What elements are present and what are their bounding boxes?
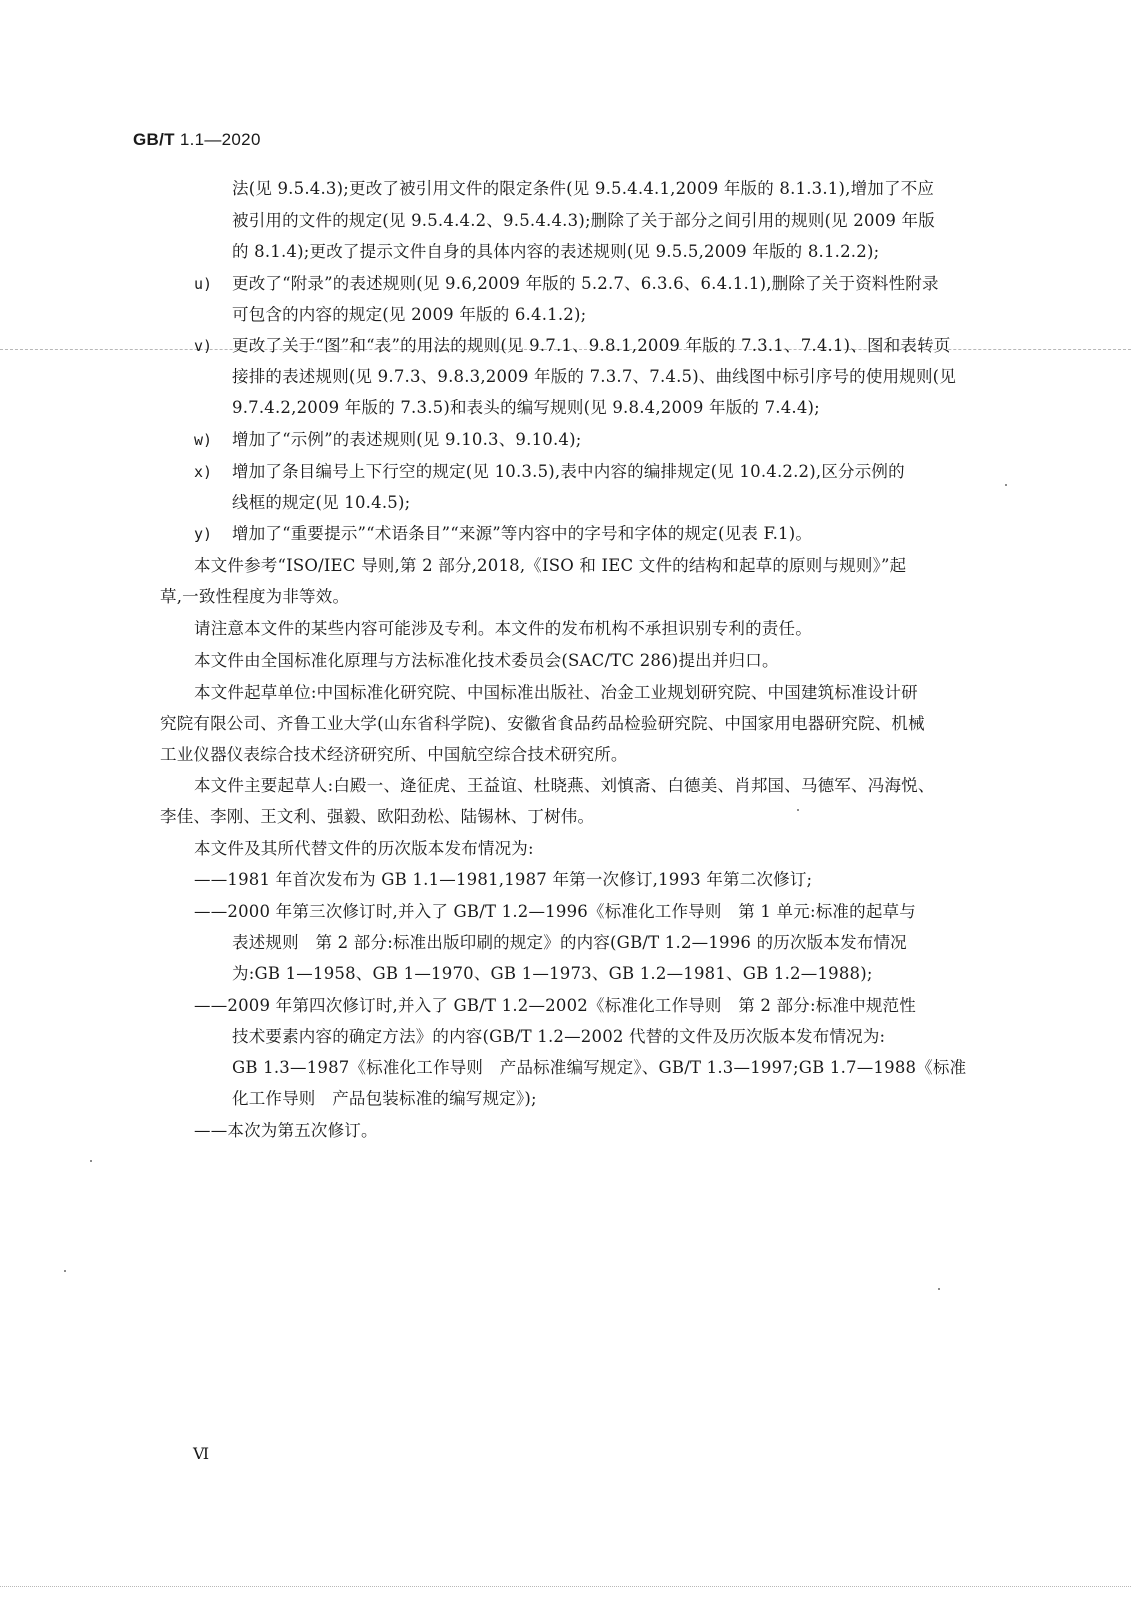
paragraph-line: 本文件由全国标准化原理与方法标准化技术委员会(SAC/TC 286)提出并归口。: [194, 651, 779, 670]
scan-speck: [938, 1288, 940, 1290]
scan-speck: [797, 809, 799, 811]
list-continuation-line: 法(见 9.5.4.3);更改了被引用文件的限定条件(见 9.5.4.4.1,2009 年版的 8.1.3.1),增加了不应: [232, 179, 935, 198]
list-item-label-u: u): [194, 275, 213, 293]
list-continuation-line: 被引用的文件的规定(见 9.5.4.4.2、9.5.4.4.3);删除了关于部分之间引用的规则(见 2009 年版: [232, 211, 935, 230]
paragraph-line: 本文件起草单位:中国标准化研究院、中国标准出版社、冶金工业规划研究院、中国建筑标准设计研: [194, 683, 918, 702]
list-item-label-v: v): [194, 337, 213, 355]
paragraph-line: 本文件参考“ISO/IEC 导则,第 2 部分,2018,《ISO 和 IEC 文件的结构和起草的原则与规则》”起: [194, 556, 907, 575]
paragraph-line: 请注意本文件的某些内容可能涉及专利。本文件的发布机构不承担识别专利的责任。: [194, 619, 812, 638]
paragraph-line: 工业仪器仪表综合技术经济研究所、中国航空综合技术研究所。: [160, 745, 628, 764]
history-entry-line: ——2000 年第三次修订时,并入了 GB/T 1.2—1996《标准化工作导则 第 1 单元:标准的起草与: [194, 902, 916, 921]
scan-speck: [64, 1270, 66, 1272]
list-item-line: 线框的规定(见 10.4.5);: [232, 493, 411, 512]
document-code-number: 1.1—2020: [179, 130, 261, 149]
history-entry-line: 化工作导则 产品包装标准的编写规定》);: [232, 1089, 537, 1108]
list-item-label-w: w): [194, 431, 213, 449]
history-entry-line: ——2009 年第四次修订时,并入了 GB/T 1.2—2002《标准化工作导则 第 2 部分:标准中规范性: [194, 996, 916, 1015]
scan-speck: [1005, 484, 1007, 486]
list-item-line: 增加了条目编号上下行空的规定(见 10.3.5),表中内容的编排规定(见 10.4.2.2),区分示例的: [232, 462, 905, 481]
list-item-line: 接排的表述规则(见 9.7.3、9.8.3,2009 年版的 7.3.7、7.4.5)、曲线图中标引序号的使用规则(见: [232, 367, 957, 386]
paragraph-line: 本文件及其所代替文件的历次版本发布情况为:: [194, 839, 534, 858]
document-code-prefix: GB/T: [133, 130, 175, 149]
history-entry-line: ——1981 年首次发布为 GB 1.1—1981,1987 年第一次修订,1993 年第二次修订;: [194, 870, 813, 889]
list-item-line: 增加了“示例”的表述规则(见 9.10.3、9.10.4);: [232, 430, 582, 449]
paragraph-line: 究院有限公司、齐鲁工业大学(山东省科学院)、安徽省食品药品检验研究院、中国家用电器研究院、机械: [160, 714, 925, 733]
page-number: Ⅵ: [193, 1444, 210, 1463]
list-item-line: 增加了“重要提示”“术语条目”“来源”等内容中的字号和字体的规定(见表 F.1)。: [232, 524, 813, 543]
history-entry-line: ——本次为第五次修订。: [194, 1121, 378, 1140]
list-continuation-line: 的 8.1.4);更改了提示文件自身的具体内容的表述规则(见 9.5.5,2009 年版的 8.1.2.2);: [232, 242, 880, 261]
list-item-label-y: y): [194, 525, 213, 543]
history-entry-line: 技术要素内容的确定方法》的内容(GB/T 1.2—2002 代替的文件及历次版本发布情况为:: [232, 1027, 886, 1046]
scan-speck: [90, 1160, 92, 1162]
list-item-line: 9.7.4.2,2009 年版的 7.3.5)和表头的编写规则(见 9.8.4,2009 年版的 7.4.4);: [232, 398, 820, 417]
list-item-label-x: x): [194, 463, 213, 481]
list-item-line: 可包含的内容的规定(见 2009 年版的 6.4.1.2);: [232, 305, 587, 324]
history-entry-line: 为:GB 1—1958、GB 1—1970、GB 1—1973、GB 1.2—1981、GB 1.2—1988);: [232, 964, 873, 983]
list-item-line: 更改了“附录”的表述规则(见 9.6,2009 年版的 5.2.7、6.3.6、6.4.1.1),删除了关于资料性附录: [232, 274, 939, 293]
paragraph-line: 本文件主要起草人:白殿一、逄征虎、王益谊、杜晓燕、刘慎斋、白德美、肖邦国、马德军、冯海悦、: [194, 776, 935, 795]
list-item-line: 更改了关于“图”和“表”的用法的规则(见 9.7.1、9.8.1,2009 年版的 7.3.1、7.4.1)、图和表转页: [232, 336, 951, 355]
paragraph-line: 李佳、李刚、王文利、强毅、欧阳劲松、陆锡林、丁树伟。: [160, 807, 595, 826]
history-entry-line: 表述规则 第 2 部分:标准出版印刷的规定》的内容(GB/T 1.2—1996 的历次版本发布情况: [232, 933, 907, 952]
history-entry-line: GB 1.3—1987《标准化工作导则 产品标准编写规定》、GB/T 1.3—1997;GB 1.7—1988《标准: [232, 1058, 967, 1077]
paragraph-line: 草,一致性程度为非等效。: [160, 587, 350, 606]
